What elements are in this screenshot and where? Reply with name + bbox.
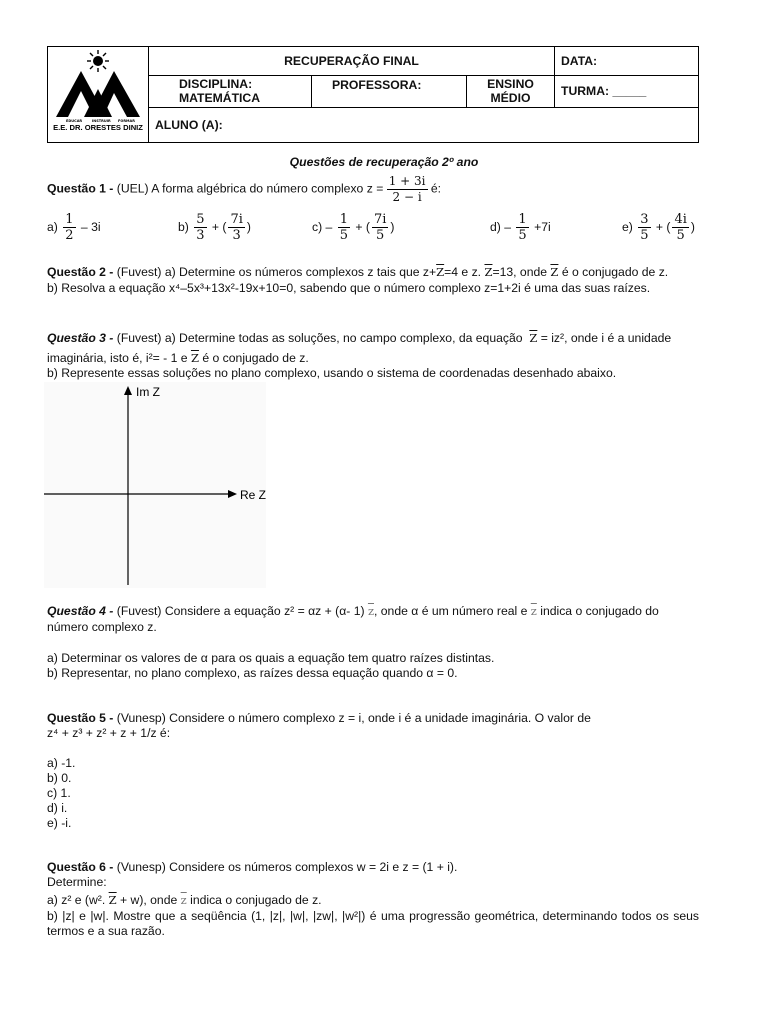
z-conjugate: $\overline{z}$ xyxy=(530,604,537,618)
discipline-label: DISCIPLINA: xyxy=(179,77,253,92)
z-conjugate: $\overline{z}$ xyxy=(367,604,374,618)
question-1-text: (UEL) A forma algébrica do número complexo z = xyxy=(113,181,387,196)
question-2-b: b) Resolva a equação x⁴–5x³+13x²-19x+10=0, sabendo que o número complexo z=1+2i é uma das suas raízes. xyxy=(47,281,651,295)
z-conjugate: $\overline{z}$ xyxy=(180,893,187,907)
question-4-line2: número complexo z. xyxy=(47,620,157,634)
teacher-field: PROFESSORA: xyxy=(312,75,467,108)
question-6-b: b) |z| e |w|. Mostre que a seqüência (1, |z|, |w|, |zw|, |w²|) é uma progressão geométrica, determinando todos os seus termos e a sua razão. xyxy=(47,909,699,938)
fraction-denominator: 2 − i xyxy=(392,190,422,204)
q1-option-e: e) $\frac{3}{5}$ + ( $\frac{4i}{5}$ ) xyxy=(622,212,695,244)
q5-option-c: c) 1. xyxy=(47,786,71,800)
discipline-cell xyxy=(149,75,312,108)
logo-motto-3: FORMAR xyxy=(118,119,135,123)
question-2-label: Questão 2 - xyxy=(47,265,114,279)
question-3-label: Questão 3 - xyxy=(47,331,114,345)
school-logo-cell xyxy=(48,47,149,143)
mountain-icon xyxy=(56,71,140,117)
question-6-determine: Determine: xyxy=(47,875,107,889)
question-5-expression: z⁴ + z³ + z² + z + 1/z é: xyxy=(47,726,171,740)
question-6-a: a) z² e (w². $\overline{Z} + w$), onde $\overline{z}$ indica o conjugado de z. xyxy=(47,893,322,907)
z-conjugate: $\overline{Z}$ xyxy=(190,351,199,365)
question-5: Questão 5 - (Vunesp) Considere o número complexo z = i, onde i é a unidade imaginária. O valor de xyxy=(47,711,591,725)
z-conjugate: $\overline{Z}$ xyxy=(108,893,117,907)
question-1-end: é: xyxy=(427,181,442,196)
logo-motto-2: INSTRUIR xyxy=(92,119,111,123)
question-1-fraction xyxy=(387,174,428,205)
student-field: ALUNO (A): xyxy=(149,108,699,143)
q1-option-d: d) – $\frac{1}{5}$ +7i xyxy=(490,212,551,244)
q5-option-e: e) -i. xyxy=(47,816,72,830)
z-conjugate: $\overline{Z}$ xyxy=(484,265,493,279)
question-1-label: Questão 1 - xyxy=(47,181,114,196)
question-1 xyxy=(47,174,441,205)
q5-option-b: b) 0. xyxy=(47,771,72,785)
date-field: DATA: xyxy=(555,47,699,76)
class-field: TURMA: _____ xyxy=(555,75,699,108)
question-4-label: Questão 4 - xyxy=(47,604,114,618)
real-axis-label: Re Z xyxy=(240,488,267,502)
question-3-line2: imaginária, isto é, i²= - 1 e $\overline{Z}$ é o conjugado de z. xyxy=(47,351,309,365)
discipline-value: MATEMÁTICA xyxy=(179,91,261,106)
question-6-label: Questão 6 - xyxy=(47,860,114,874)
question-3: Questão 3 - (Fuvest) a) Determine todas as soluções, no campo complexo, da equação $\overline{Z} = iz^2$, onde i é a unidade xyxy=(47,331,672,345)
question-4-b: b) Representar, no plano complexo, as raízes dessa equação quando α = 0. xyxy=(47,666,458,680)
z-conjugate: $\overline{Z}$ xyxy=(529,331,538,345)
level-cell: ENSINO MÉDIO xyxy=(467,75,555,108)
complex-plane xyxy=(44,382,274,588)
fraction-numerator: 1 + 3i xyxy=(388,174,426,188)
question-3-b: b) Represente essas soluções no plano complexo, usando o sistema de coordenadas desenhado abaixo. xyxy=(47,366,617,380)
q1-option-b: b) $\frac{5}{3}$ + ( $\frac{7i}{3}$ ) xyxy=(178,212,251,244)
z-conjugate: $\overline{Z}$ xyxy=(436,265,445,279)
school-logo xyxy=(48,47,148,139)
q1-option-c: c) – $\frac{1}{5}$ + ( $\frac{7i}{5}$ ) xyxy=(312,212,395,244)
question-6: Questão 6 - (Vunesp) Considere os números complexos w = 2i e z = (1 + i). xyxy=(47,860,458,874)
question-4-a: a) Determinar os valores de α para os quais a equação tem quatro raízes distintas. xyxy=(47,651,495,665)
plane-background xyxy=(44,382,266,588)
q5-option-a: a) -1. xyxy=(47,756,76,770)
logo-caption: E.E. DR. ORESTES DINIZ xyxy=(53,123,143,132)
logo-motto-1: EDUCAR xyxy=(66,119,83,123)
question-4: Questão 4 - (Fuvest) Considere a equação z² = αz + (α- 1) $\overline{z}$, onde α é um número real e $\overline{z}$ indica o conjugado do xyxy=(47,604,659,618)
z-conjugate: $\overline{Z}$ xyxy=(550,265,559,279)
question-2: Questão 2 - (Fuvest) a) Determine os números complexos z tais que $z+\overline{Z}=4$ e z. $\overline{Z}=13$, onde $\overline{Z}$ é o conjugado de z. xyxy=(47,265,669,279)
header-title: RECUPERAÇÃO FINAL xyxy=(149,47,555,76)
q5-option-d: d) i. xyxy=(47,801,68,815)
header-table xyxy=(47,46,699,143)
q1-option-a: a) $\frac{1}{2}$ – 3i xyxy=(47,212,101,244)
page-title: Questões de recuperação 2º ano xyxy=(289,155,479,169)
sun-icon xyxy=(87,50,109,72)
question-5-label: Questão 5 - xyxy=(47,711,114,725)
imaginary-axis-label: Im Z xyxy=(136,385,160,399)
